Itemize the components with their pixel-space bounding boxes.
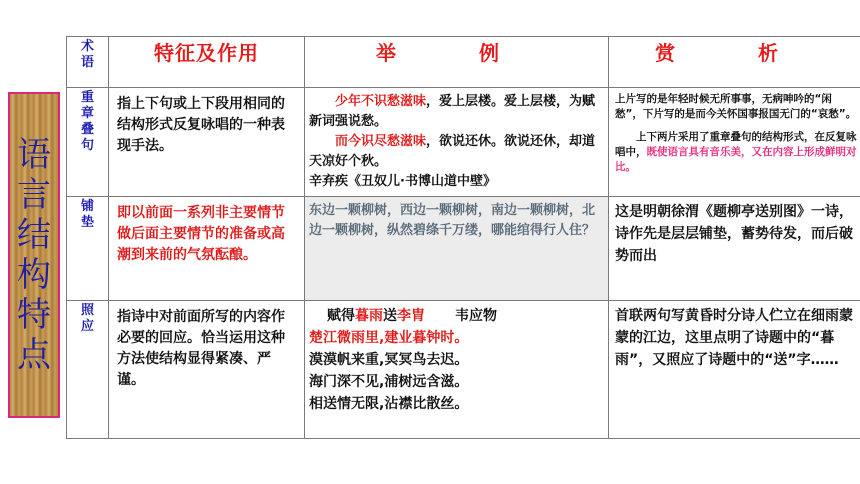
side-char: 言 bbox=[17, 175, 51, 215]
table-row bbox=[67, 301, 860, 439]
source-text: 辛弃疾《丑奴儿·书博山道中壁》 bbox=[309, 174, 496, 189]
header-row bbox=[67, 37, 860, 88]
feature-cell: 指上下句或上下段用相同的结构形式反复咏唱的一种表现手法。 bbox=[109, 88, 305, 197]
side-label-language-structure bbox=[8, 92, 60, 418]
side-char: 结 bbox=[17, 215, 51, 255]
side-char: 点 bbox=[17, 335, 51, 375]
feature-cell: 指诗中对前面所写的内容作必要的回应。恰当运用这种方法使结构显得紧凑、严谨。 bbox=[109, 301, 305, 439]
example-cell: 少年不识愁滋味，爱上层楼。爱上层楼，为赋新词强说愁。 而今识尽愁滋味，欲说还休。欲说还休，却道天凉好个秋。 辛弃疾《丑奴儿·书博山道中壁》 bbox=[305, 88, 609, 197]
table-row bbox=[67, 88, 860, 197]
header-term: 术语 bbox=[67, 37, 109, 88]
term-pudian: 铺垫 bbox=[67, 197, 109, 301]
table-row bbox=[67, 197, 860, 301]
appreciation-cell: 首联两句写黄昏时分诗人伫立在细雨蒙蒙的江边，这里点明了诗题中的“暮雨”，又照应了诗题中的“送”字…… bbox=[609, 301, 860, 439]
side-char: 特 bbox=[17, 295, 51, 335]
term-zhaoying: 照应 bbox=[67, 301, 109, 439]
side-char: 构 bbox=[17, 255, 51, 295]
term-chongzhang: 重章叠句 bbox=[67, 88, 109, 197]
header-example: 举 例 bbox=[305, 37, 609, 88]
highlight-text: 少年不识愁滋味 bbox=[335, 94, 427, 109]
highlight-text: 而今识尽愁滋味 bbox=[335, 134, 427, 149]
example-cell: 赋得暮雨送李胄 韦应物 楚江微雨里,建业暮钟时。 漠漠帆来重,冥冥鸟去迟。 海门深不见,浦树远含滋。 相送情无限,沾襟比散丝。 bbox=[305, 301, 609, 439]
appreciation-cell: 上片写的是年轻时候无所事事，无病呻吟的“闲愁”，下片写的是而今关怀国事报国无门的“哀愁”。 上下两片采用了重章叠句的结构形式，在反复咏唱中，既使语言具有音乐美，又在内容上形成鲜明对比。 bbox=[609, 88, 860, 197]
example-cell: 东边一颗柳树，西边一颗柳树，南边一颗柳树，北边一颗柳树，纵然碧绦千万缕，哪能绾得行人住？ bbox=[305, 197, 609, 301]
structure-table bbox=[66, 36, 860, 439]
appreciation-cell: 这是明朝徐渭《题柳亭送别图》一诗，诗作先是层层铺垫，蓄势待发，而后破势而出 bbox=[609, 197, 860, 301]
header-appreciation: 赏 析 bbox=[609, 37, 860, 88]
side-char: 语 bbox=[17, 135, 51, 175]
header-feature: 特征及作用 bbox=[109, 37, 305, 88]
feature-cell: 即以前面一系列非主要情节做后面主要情节的准备或高潮到来前的气氛酝酿。 bbox=[109, 197, 305, 301]
